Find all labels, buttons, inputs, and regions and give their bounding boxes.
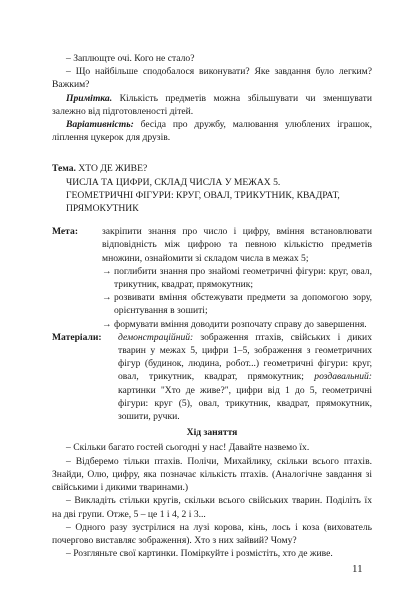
goal-label: Мета: bbox=[52, 226, 79, 238]
demo-label: демонстраційний: bbox=[118, 331, 194, 343]
topic-subtitle-2: ГЕОМЕТРИЧНІ ФІГУРИ: КРУГ, ОВАЛ, ТРИКУТНИК, КВАДРАТ, ПРЯМОКУТНИК bbox=[66, 189, 340, 215]
arrow-icon: → bbox=[102, 265, 112, 277]
note-text: Кількість предметів можна збільшувати чи зменшувати залежно від підготовленості дітей. bbox=[52, 92, 372, 117]
note-paragraph bbox=[52, 92, 372, 118]
topic-label: Тема. bbox=[52, 163, 76, 175]
lesson-line: – Одного разу зустрілися на лузі корова, кінь, лось і коза (вихователь почергово виставляє зображення). Хто з них зайвий? Чому? bbox=[52, 521, 372, 546]
lesson-line: – Розгляньте свої картинки. Поміркуйте і розмістіть, хто де живе. bbox=[66, 548, 333, 560]
page-number: 11 bbox=[352, 563, 363, 575]
handout-text: картинки "Хто де живе?", цифри від 1 до 5, геометричні фігури: круг (5), овал, трикутник, квадрат, прямокутник, зошити, ручки. bbox=[118, 384, 372, 423]
lesson-line: – Відберемо тільки птахів. Полічи, Михайлику, скільки всього птахів. Знайди, Олю, цифру, яка позначає кількість птахів. (Аналогічне завдання зі свійськими і дикими тваринами.) bbox=[52, 455, 372, 494]
topic-title: ХТО ДЕ ЖИВЕ? bbox=[75, 163, 148, 175]
intro-line-2: – Що найбільше сподобалося виконувати? Яке завдання було легким? Важким? bbox=[52, 66, 372, 91]
note-label: Примітка. bbox=[66, 92, 113, 104]
variation-text: бесіда про дружбу, малювання улюблених іграшок, ліплення цукерок для друзів. bbox=[52, 119, 372, 144]
topic-subtitle-1: ЧИСЛА ТА ЦИФРИ, СКЛАД ЧИСЛА У МЕЖАХ 5. bbox=[66, 176, 281, 188]
materials-label: Матеріали: bbox=[52, 331, 102, 343]
lesson-line: – Викладіть стільки кругів, скільки всього свійських тварин. Поділіть їх на дві групи. Отже, 5 – це 1 і 4, 2 і 3... bbox=[52, 495, 372, 520]
goal-block bbox=[52, 225, 372, 265]
materials-text bbox=[118, 331, 372, 423]
goal-item: → розвивати вміння обстежувати предмети за допомогою зору, орієнтування в зошиті; bbox=[102, 292, 372, 317]
arrow-icon: → bbox=[102, 318, 112, 330]
arrow-icon: → bbox=[102, 292, 112, 304]
intro-line-1: – Заплющте очі. Кого не стало? bbox=[66, 53, 195, 64]
variation-paragraph bbox=[52, 118, 372, 144]
page-body bbox=[52, 52, 372, 560]
goal-text: закріпити знання про число і цифру, вміння встановлювати відповідність між цифрою та певною кількістю предметів множини, ознайомити зі складом числа в межах 5; bbox=[102, 226, 372, 264]
materials-block bbox=[52, 331, 372, 423]
handout-label: роздавальний: bbox=[314, 371, 372, 383]
demo-text: зображення птахів, свійських і диких тварин у межах 5, цифри 1–5, зображення з геометричних фігур (будинок, людина, робот...) геометричні фігури: круг, овал, трикутник, квадрат, прямокутник; bbox=[118, 331, 372, 383]
topic-heading bbox=[52, 162, 372, 175]
lesson-line: – Скільки багато гостей сьогодні у нас! Давайте назвемо їх. bbox=[66, 442, 310, 454]
goal-item: → формувати вміння доводити розпочату справу до завершення. bbox=[102, 318, 367, 330]
goal-item: → поглибити знання про знайомі геометричні фігури: круг, овал, трикутник, квадрат, прямокутник; bbox=[102, 265, 372, 291]
variation-label: Варіативність: bbox=[66, 119, 134, 131]
lesson-heading: Хід заняття bbox=[186, 427, 238, 439]
